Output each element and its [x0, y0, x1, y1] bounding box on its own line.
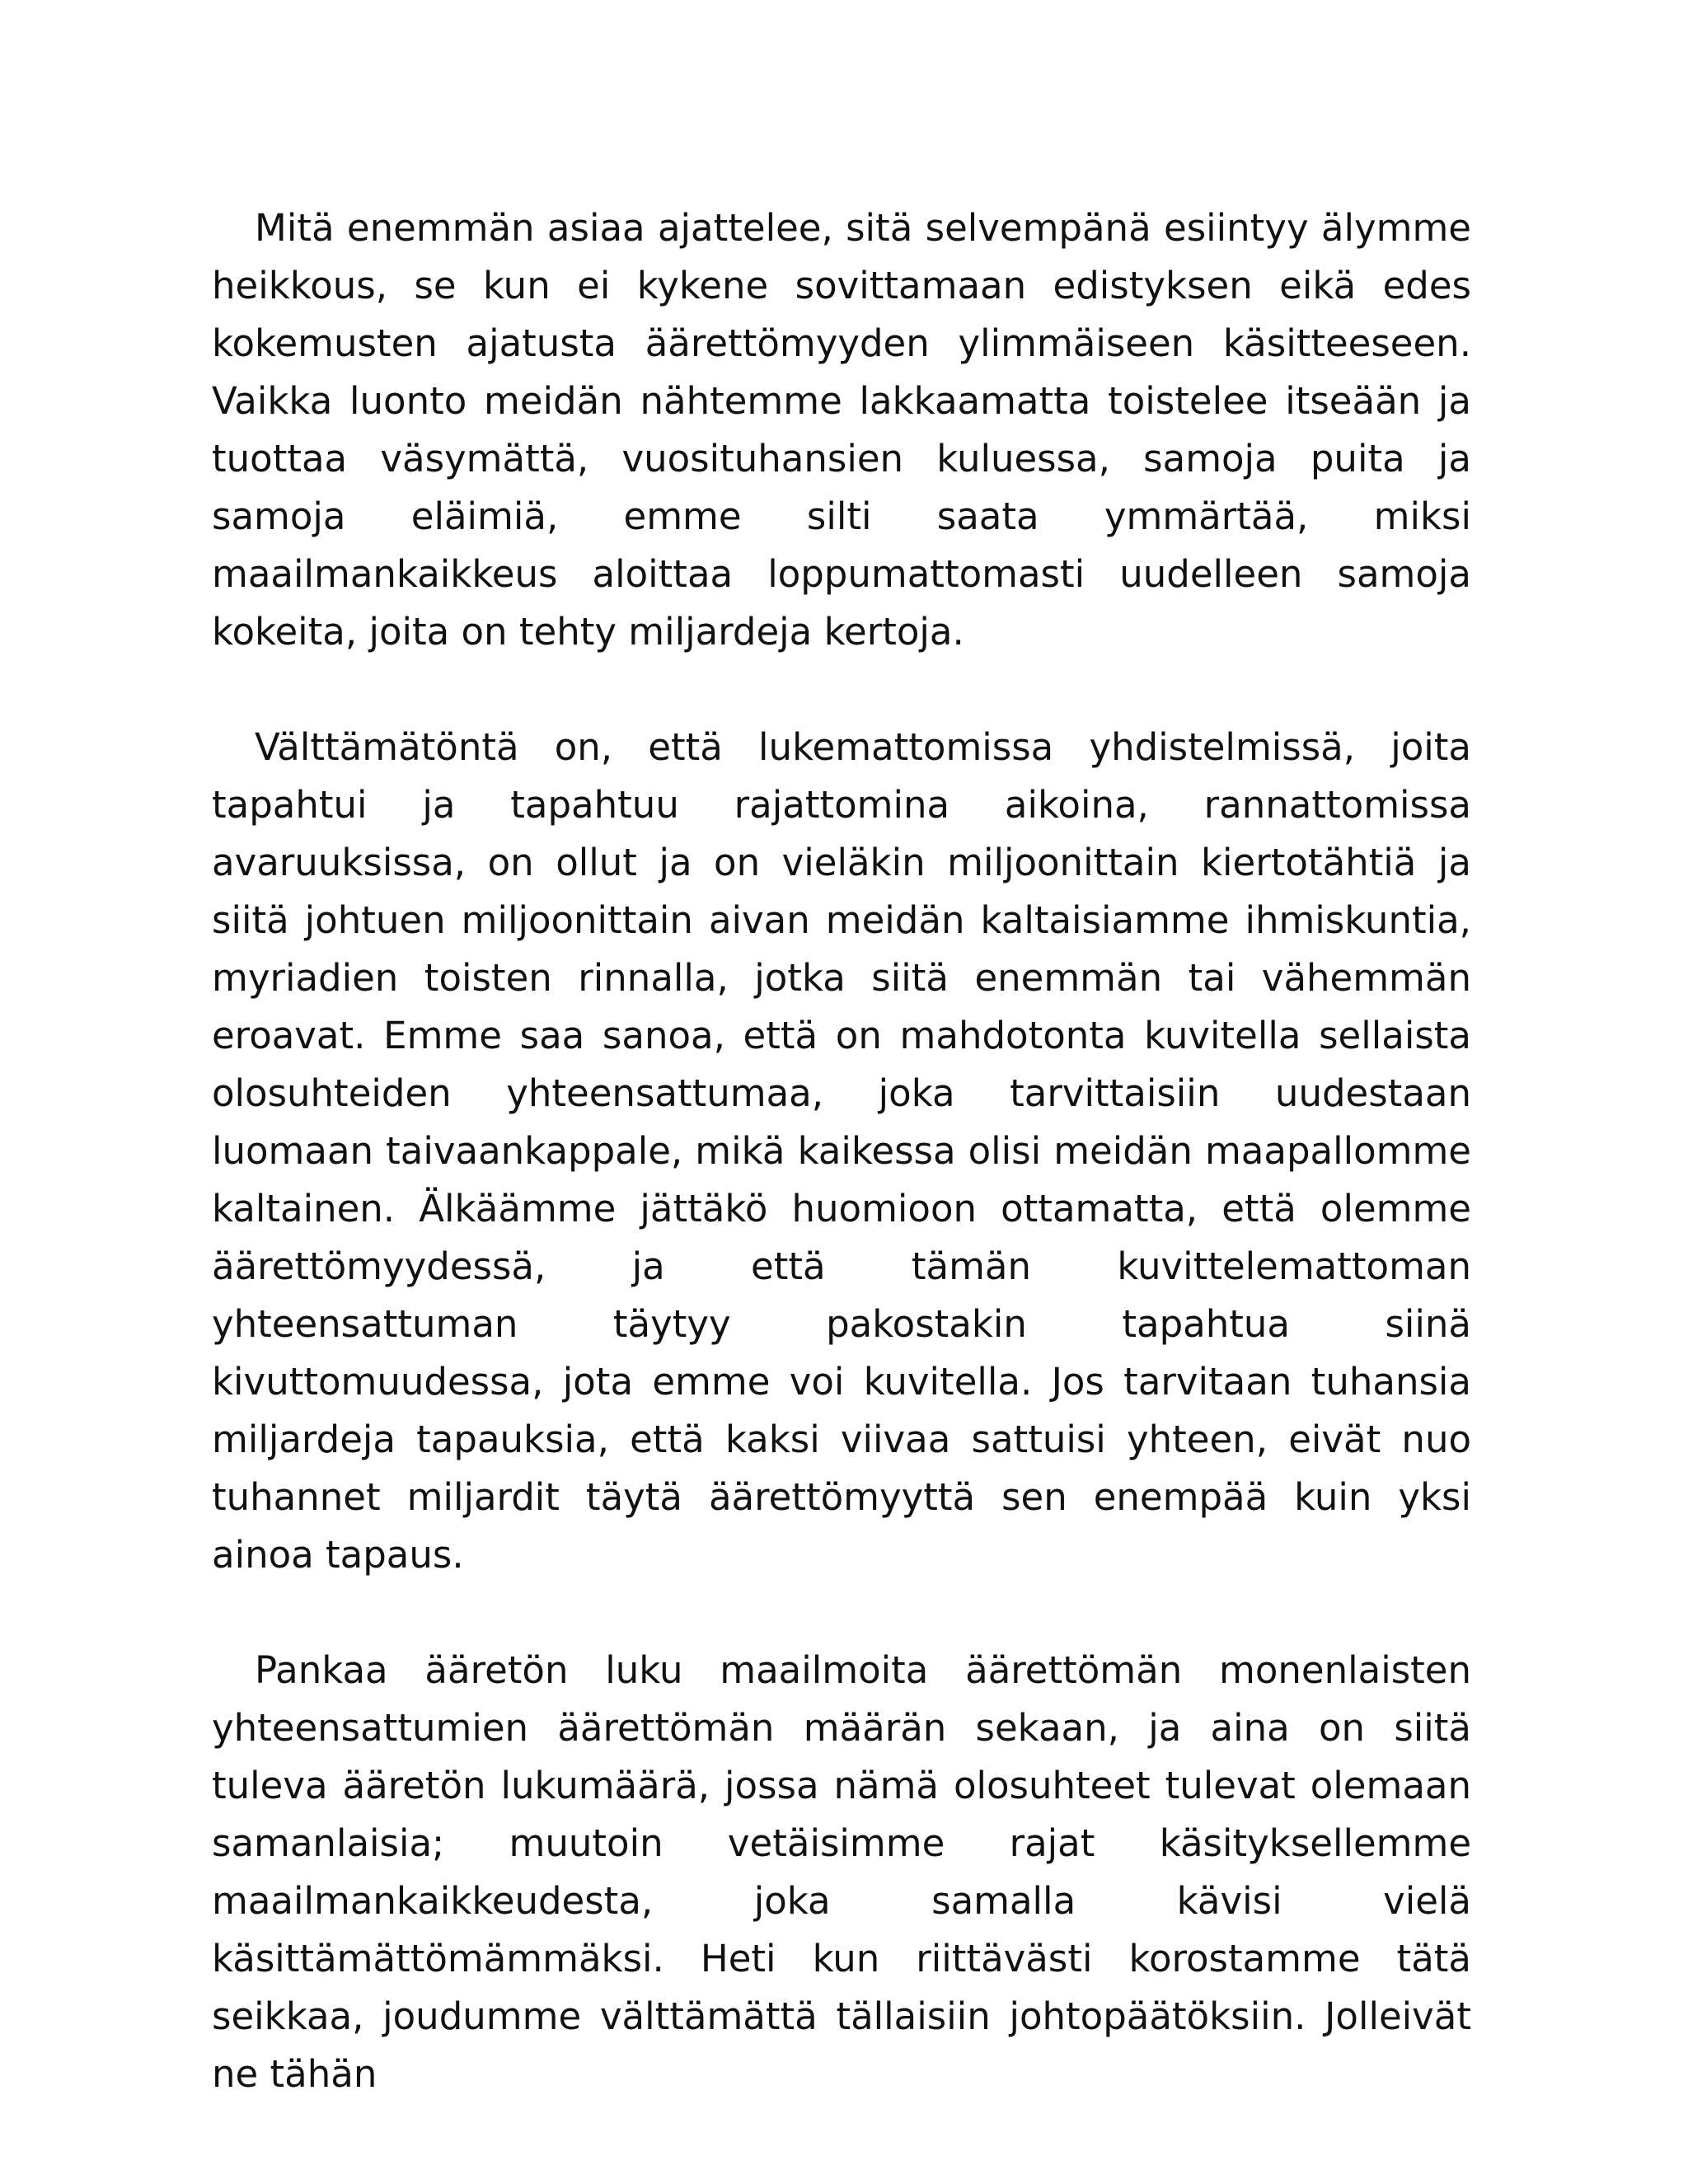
- body-text: [212, 199, 1471, 2103]
- paragraph-2: Välttämätöntä on, että lukemattomissa yhdistelmissä, joita tapahtui ja tapahtuu rajattomina aikoina, rannattomissa avaruuksissa, on ollut ja on vieläkin miljoonittain kiertotähtiä ja siitä johtuen miljoonittain aivan meidän kaltaisiamme ihmiskuntia, myriadien toisten rinnalla, jotka siitä enemmän tai vähemmän eroavat. Emme saa sanoa, että on mahdotonta kuvitella sellaista olosuhteiden yhteensattumaa, joka tarvittaisiin uudestaan luomaan taivaankappale, mikä kaikessa olisi meidän maapallomme kaltainen. Älkäämme jättäkö huomioon ottamatta, että olemme äärettömyydessä, ja että tämän kuvittelemattoman yhteensattuman täytyy pakostakin tapahtua siinä kivuttomuudessa, jota emme voi kuvitella. Jos tarvitaan tuhansia miljardeja tapauksia, että kaksi viivaa sattuisi yhteen, eivät nuo tuhannet miljardit täytä äärettömyyttä sen enempää kuin yksi ainoa tapaus.: [212, 725, 1471, 1577]
- paragraph-1: Mitä enemmän asiaa ajattelee, sitä selvempänä esiintyy älymme heikkous, se kun ei kykene sovittamaan edistyksen eikä edes kokemusten ajatusta äärettömyyden ylimmäiseen käsitteeseen. Vaikka luonto meidän nähtemme lakkaamatta toistelee itseään ja tuottaa väsymättä, vuosituhansien kuluessa, samoja puita ja samoja eläimiä, emme silti saata ymmärtää, miksi maailmankaikkeus aloittaa loppumattomasti uudelleen samoja kokeita, joita on tehty miljardeja kertoja.: [212, 206, 1471, 654]
- paragraph-3: Pankaa ääretön luku maailmoita äärettömän monenlaisten yhteensattumien äärettömän määrän sekaan, ja aina on siitä tuleva ääretön lukumäärä, jossa nämä olosuhteet tulevat olemaan samanlaisia; muutoin vetäisimme rajat käsityksellemme maailmankaikkeudesta, joka samalla kävisi vielä käsittämättömämmäksi. Heti kun riittävästi korostamme tätä seikkaa, joudumme välttämättä tällaisiin johtopäätöksiin. Jolleivät ne tähän: [212, 1648, 1471, 2096]
